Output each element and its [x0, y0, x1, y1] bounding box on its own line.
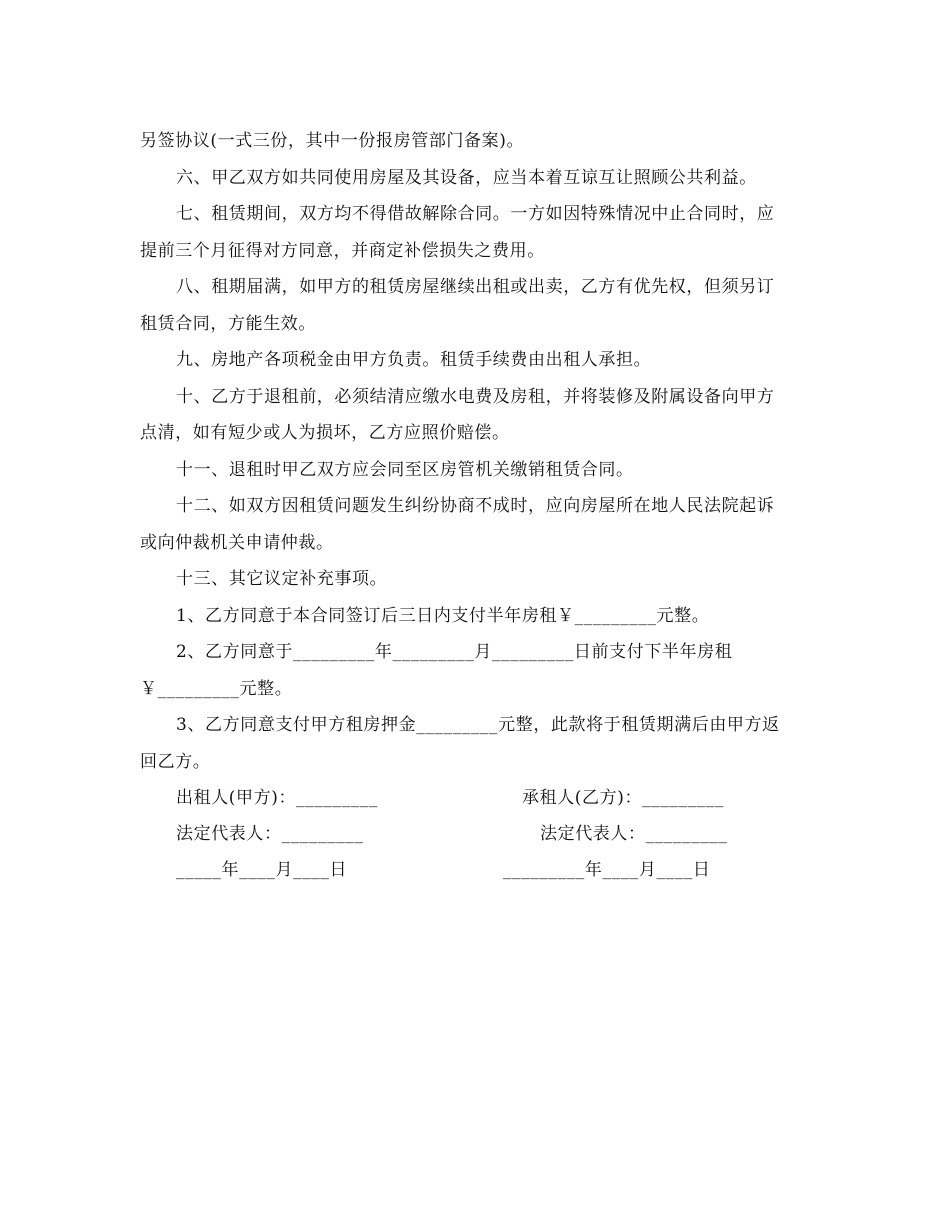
contract-body [140, 123, 812, 780]
lessee-representative: 法定代表人：_________ [540, 824, 728, 844]
clause-line: 提前三个月征得对方同意，并商定补偿损失之费用。 [140, 240, 545, 261]
clause-line: 七、租赁期间，双方均不得借故解除合同。一方如因特殊情况中止合同时，应 [176, 204, 775, 224]
lessee-signature: 承租人(乙方)：_________ [522, 788, 724, 808]
clause-line: 八、租期届满，如甲方的租赁房屋继续出租或出卖，乙方有优先权，但须另订 [176, 277, 775, 297]
lessor-date: _____年____月____日 [176, 860, 348, 880]
clause-line: 九、房地产各项税金由甲方负责。租赁手续费由出租人承担。 [176, 350, 652, 370]
clause-line: 十三、其它议定补充事项。 [176, 569, 388, 589]
clause-line: 另签协议(一式三份，其中一份报房管部门备案)。 [140, 131, 525, 151]
clause-line: 3、乙方同意支付甲方租房押金_________元整，此款将于租赁期满后由甲方返 [176, 715, 780, 735]
clause-line: 1、乙方同意于本合同签订后三日内支付半年房租￥_________元整。 [176, 605, 710, 626]
clause-line: 租赁合同，方能生效。 [140, 313, 316, 334]
clause-line: 十一、退租时甲乙双方应会同至区房管机关缴销租赁合同。 [176, 459, 634, 480]
clause-line: 十、乙方于退租前，必须结清应缴水电费及房租，并将装修及附属设备向甲方 [176, 386, 775, 407]
lessor-signature: 出租人(甲方)：_________ [176, 788, 378, 808]
lessor-representative: 法定代表人：_________ [176, 824, 364, 844]
clause-line: 2、乙方同意于_________年_________月_________日前支付下半年房租 [176, 642, 733, 662]
clause-line: ￥_________元整。 [140, 678, 293, 699]
clause-line: 六、甲乙双方如共同使用房屋及其设备，应当本着互谅互让照顾公共利益。 [176, 167, 757, 188]
clause-line: 或向仲裁机关申请仲裁。 [140, 532, 334, 553]
clause-line: 点清，如有短少或人为损坏，乙方应照价赔偿。 [140, 423, 510, 443]
clause-line: 回乙方。 [140, 751, 211, 772]
clause-line: 十二、如双方因租赁问题发生纠纷协商不成时，应向房屋所在地人民法院起诉 [176, 496, 775, 516]
lessee-date: _________年____月____日 [503, 860, 711, 880]
